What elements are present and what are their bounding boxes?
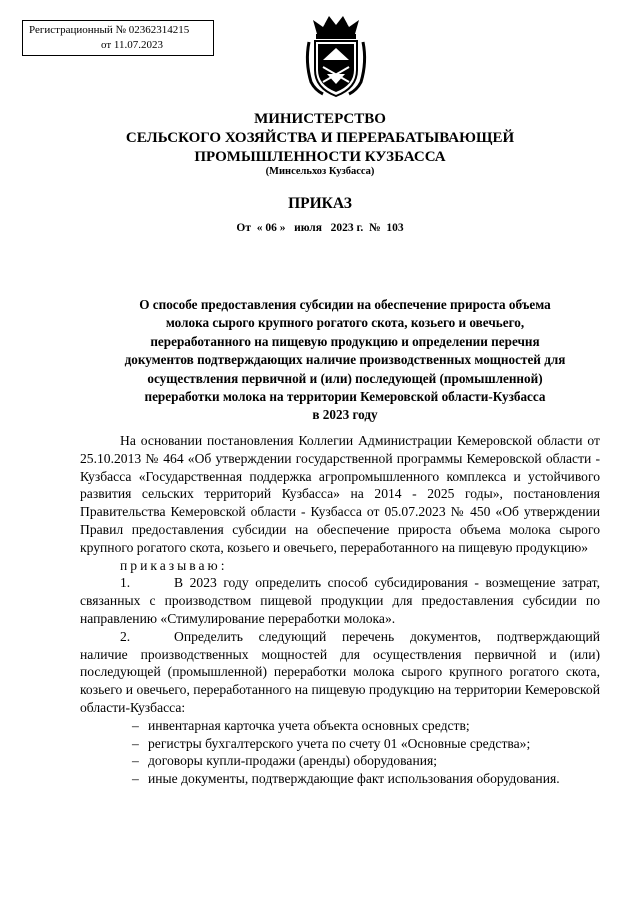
order-number-sign: № — [369, 222, 381, 234]
order-date-number — [0, 222, 640, 234]
list-item-text: иные документы, подтверждающие факт использования оборудования. — [148, 771, 560, 787]
ministry-abbreviation: (Минсельхоз Кузбасса) — [265, 166, 375, 177]
list-item — [80, 717, 600, 735]
title-line: в 2023 году — [312, 407, 378, 423]
item-2-number: 2. — [120, 628, 131, 644]
registration-date: от 11.07.2023 — [101, 39, 164, 51]
item-2-text: Определить следующий перечень документов, подтверждающий наличие производственных мощностей для осуществления первичной и (или) последующей (промышленной) переработки молока сырого крупного рогатого скота, козьего и овечьего, переработанного на пищевую продукцию на территории Кемеровской области-Кузбасса: — [80, 628, 600, 715]
preamble-paragraph: На основании постановления Коллегии Администрации Кемеровской области от 25.10.2013 № 464 «Об утверждении государственной программы Кемеровской области - Кузбасса «Государственная поддержка агропромышленного комплекса и устойчивого развития сельских территорий Кузбасса» на 2014 - 2025 годы», постановления Правительства Кемеровской области - Кузбасса от 05.07.2023 № 450 «Об утверждении Правил предоставления субсидии на обеспечение прироста объема молока сырого крупного рогатого скота, козьего и овечьего, переработанного на пищевую продукцию» — [80, 433, 600, 555]
kuzbass-coat-of-arms-icon — [303, 12, 369, 100]
ministry-name — [0, 110, 640, 167]
dash-bullet: – — [132, 753, 139, 769]
list-item-text: регистры бухгалтерского учета по счету 01 «Основные средства»; — [148, 735, 531, 751]
document-title — [80, 296, 610, 425]
title-line: О способе предоставления субсидии на обеспечение прироста объема — [139, 297, 551, 312]
order-year: 2023 г. — [330, 222, 364, 234]
title-line: переработки молока на территории Кемеровской области-Кузбасса — [144, 389, 546, 405]
list-item — [80, 770, 600, 788]
documents-list — [80, 717, 600, 788]
title-line: переработанного на пищевую продукцию и определении перечня — [150, 333, 540, 349]
item-1 — [80, 574, 600, 627]
list-item — [80, 735, 600, 753]
dash-bullet: – — [132, 735, 139, 751]
registration-stamp — [22, 20, 214, 56]
item-1-text: В 2023 году определить способ субсидирования - возмещение затрат, связанных с производством пищевой продукции для предоставления субсидии по направлению «Стимулирование переработки молока». — [80, 575, 600, 626]
list-item-text: инвентарная карточка учета объекта основных средств; — [148, 717, 470, 733]
item-1-number: 1. — [120, 575, 131, 591]
title-line: документов подтверждающих наличие производственных мощностей для — [124, 352, 566, 368]
title-line: молока сырого крупного рогатого скота, козьего и овечьего, — [165, 315, 525, 331]
item-2 — [80, 628, 600, 717]
dash-bullet: – — [132, 771, 139, 787]
order-word: приказываю: — [120, 557, 228, 573]
registration-number: Регистрационный № 02362314215 — [29, 24, 190, 36]
list-item — [80, 752, 600, 770]
order-month: июля — [294, 222, 322, 234]
ministry-line-1: МИНИСТЕРСТВО — [254, 111, 386, 127]
ministry-line-2: СЕЛЬСКОГО ХОЗЯЙСТВА И ПЕРЕРАБАТЫВАЮЩЕЙ — [125, 130, 515, 146]
title-line: осуществления первичной и (или) последующей (промышленной) — [147, 370, 543, 386]
order-prefix: От — [236, 222, 252, 234]
order-day: « 06 » — [256, 222, 286, 234]
document-body — [80, 432, 600, 788]
order-number: 103 — [386, 222, 404, 234]
ministry-line-3: ПРОМЫШЛЕННОСТИ КУЗБАССА — [194, 149, 446, 165]
dash-bullet: – — [132, 717, 139, 733]
list-item-text: договоры купли-продажи (аренды) оборудования; — [148, 753, 438, 769]
document-type: ПРИКАЗ — [288, 195, 352, 212]
